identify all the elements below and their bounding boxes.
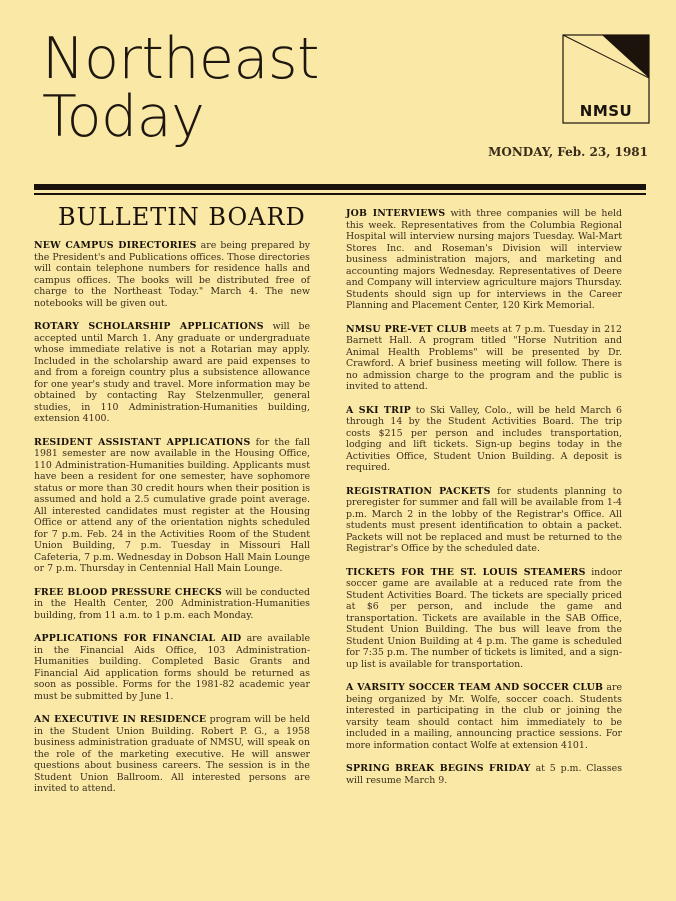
bulletin-item <box>346 567 622 671</box>
bulletin-item-lead: SPRING BREAK BEGINS FRIDAY <box>346 763 531 774</box>
bulletin-item-lead: NEW CAMPUS DIRECTORIES <box>34 240 197 251</box>
bulletin-item-text: to Ski Valley, Colo., will be held March 6 through 14 by the Student Activities Board. The trip costs $215 per person and includes transportation, lodging and lift tickets. Sign-up begins today in the Activities Office, Student Union Building. A deposit is required. <box>346 404 622 473</box>
bulletin-item-text: at 5 p.m. Classes will resume March 9. <box>346 763 623 786</box>
bulletin-item-lead: ROTARY SCHOLARSHIP APPLICATIONS <box>34 321 264 332</box>
right-column <box>346 208 622 798</box>
bulletin-item-lead: REGISTRATION PACKETS <box>346 485 491 497</box>
bulletin-item-lead: A VARSITY SOCCER TEAM AND SOCCER CLUB <box>346 682 604 693</box>
bulletin-item-text: are being organized by Mr. Wolfe, soccer coach. Students interested in participating in the club or joining the varsity team should contact him immediately to be included in a mailing, announcing practice sessions. For more information contact Wolfe at extension 4101. <box>346 682 623 751</box>
bulletin-item-text: are available in the Financial Aids Office, 103 Administration-Humanities building. Completed Basic Grants and Financial Aid application forms should be returned as soon as possible. Forms for the 1981-82 academic year must be submitted by June 1. <box>34 633 310 702</box>
bulletin-item-lead: RESIDENT ASSISTANT APPLICATIONS <box>34 436 251 448</box>
masthead-title-line2: Today <box>42 84 205 150</box>
bulletin-item-text: with three companies will be held this week. Representatives from the Columbia Regional Hospital will interview nursing majors Tuesday. Wal-Mart Stores Inc. and Roseman's Division will interview business administration majors, and marketing and accounting majors Wednesday. Representatives of Deere and Company will interview agriculture majors Thursday. Students should sign up for interviews in the Career Planning and Placement Center, 120 Kirk Memorial. <box>346 208 622 311</box>
bulletin-item <box>346 405 622 474</box>
bulletin-item-lead: JOB INTERVIEWS <box>346 208 446 219</box>
bulletin-item-lead: TICKETS FOR THE ST. LOUIS STEAMERS <box>346 566 586 578</box>
bulletin-item <box>34 437 310 575</box>
bulletin-item-text: will be conducted in the Health Center, 200 Administration-Humanities building, from 11 a.m. to 1 p.m. each Monday. <box>34 586 310 621</box>
nmsu-logo <box>562 34 650 124</box>
bulletin-item-text: will be accepted until March 1. Any graduate or undergraduate whose immediate relative is not a Rotarian may apply. Included in the scholarship award are paid expenses to and from a foreign country plus a subsistence allowance for one year's study and travel. More information may be obtained by contacting Ray Stelzenmuller, general studies, in 110 Administration-Humanities building, extension 4100. <box>34 321 310 424</box>
masthead-rule-thick <box>34 184 646 190</box>
bulletin-item-text: are being prepared by the President's and Publications offices. Those directories will contain telephone numbers for residence halls and campus offices. The books will be distributed free of charge to the Northeast Today." March 4. The new notebooks will be given out. <box>34 240 310 309</box>
masthead-rule-thin <box>34 193 646 195</box>
bulletin-item <box>346 682 622 751</box>
bulletin-item-text: indoor soccer game are available at a reduced rate from the Student Activities Board. The tickets are specially priced at $6 per person, and include the game and transportation. Tickets are available in the SAB Office, Student Union Building. The bus will leave from the Student Union Building at 4 p.m. The game is scheduled for 7:35 p.m. The number of tickets is limited, and a sign-up list is available for transportation. <box>346 566 622 670</box>
bulletin-item <box>346 208 622 312</box>
bulletin-item-text: for students planning to preregister for summer and fall will be available from 1-4 p.m. March 2 in the lobby of the Registrar's Office. All students must present identification to obtain a packet. Packets will not be replaced and must be returned to the Registrar's Office by the scheduled date. <box>346 485 622 554</box>
masthead-title-line1: Northeast <box>42 26 319 92</box>
bulletin-item-text: program will be held in the Student Union Building. Robert P. G., a 1958 business administration graduate of NMSU, will speak on the role of the marketing executive. He will answer questions about business careers. The session is in the Student Union Ballroom. All interested persons are invited to attend. <box>34 714 310 794</box>
bulletin-item-lead: FREE BLOOD PRESSURE CHECKS <box>34 586 222 598</box>
bulletin-item-lead: AN EXECUTIVE IN RESIDENCE <box>34 714 207 725</box>
section-heading: BULLETIN BOARD <box>58 203 306 231</box>
bulletin-item <box>34 587 310 622</box>
bulletin-item-lead: A SKI TRIP <box>346 404 411 416</box>
bulletin-item <box>34 240 310 309</box>
bulletin-item-text: for the fall 1981 semester are now available in the Housing Office, 110 Administration-Humanities building. Applicants must have been a resident for one semester, have sophomore status or more than 30 credit hours when their position is assumed and hold a 2.5 cumulative grade point average. All interested candidates must register at the Housing Office or attend any of the orientation nights scheduled for 7 p.m. Feb. 24 in the Activities Room of the Student Union Building, 7 p.m. Tuesday in Missouri Hall Cafeteria, 7 p.m. Wednesday in Dobson Hall Main Lounge or 7 p.m. Thursday in Centennial Hall Main Lounge. <box>34 436 310 574</box>
logo-text: NMSU <box>579 102 633 120</box>
bulletin-item <box>346 486 622 555</box>
bulletin-item-lead: APPLICATIONS FOR FINANCIAL AID <box>34 633 242 644</box>
bulletin-item <box>34 633 310 702</box>
masthead-title <box>42 26 319 150</box>
bulletin-item <box>346 324 622 393</box>
bulletin-item <box>34 321 310 425</box>
bulletin-item-lead: NMSU PRE-VET CLUB <box>346 323 468 335</box>
bulletin-item-text: meets at 7 p.m. Tuesday in 212 Barnett Hall. A program titled "Horse Nutrition and Animal Health Problems" will be presented by Dr. Crawford. A brief business meeting will follow. There is no admission charge to the program and the public is invited to attend. <box>346 323 622 392</box>
left-column <box>34 240 310 807</box>
issue-date: MONDAY, Feb. 23, 1981 <box>488 145 648 159</box>
bulletin-item <box>34 714 310 795</box>
bulletin-item <box>346 763 622 786</box>
